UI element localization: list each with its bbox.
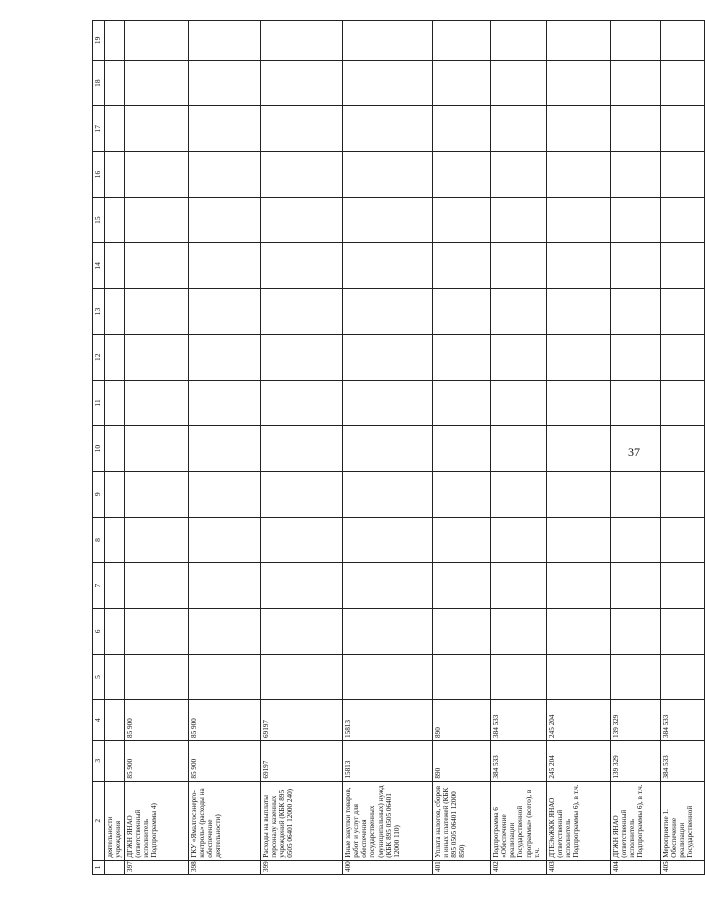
empty-cell	[432, 197, 490, 243]
empty-cell	[260, 289, 342, 335]
row-name-cell: ДГЖН ЯНАО (ответственный исполнитель Подпрограммы 4)	[124, 781, 188, 860]
empty-cell	[610, 380, 660, 426]
row-number-cell: 404	[610, 860, 660, 874]
value-col3-cell: 15813	[342, 740, 432, 781]
row-number-cell: 400	[342, 860, 432, 874]
empty-cell	[432, 60, 490, 106]
value-col3-cell: 85 900	[188, 740, 260, 781]
empty-cell	[260, 243, 342, 289]
empty-cell	[432, 152, 490, 198]
empty-cell	[546, 106, 610, 152]
row-name-cell: Уплата налогов, сборов и иных платежей (КБК 895 0505 06401 12000 850)	[432, 781, 490, 860]
empty-cell	[610, 334, 660, 380]
table-row	[260, 21, 342, 875]
column-header: 11	[93, 380, 105, 426]
column-header: 12	[93, 334, 105, 380]
empty-cell	[546, 563, 610, 609]
empty-cell	[124, 21, 188, 61]
column-header: 5	[93, 654, 105, 700]
table-row	[660, 21, 704, 875]
table-row	[610, 21, 660, 875]
empty-cell	[188, 289, 260, 335]
empty-cell	[610, 609, 660, 655]
row-name-cell: Расходы на выплаты персоналу казенных учреждений (КБК 895 0505 06401 12000 240)	[260, 781, 342, 860]
empty-cell	[490, 563, 546, 609]
column-header: 6	[93, 609, 105, 655]
empty-cell	[342, 517, 432, 563]
empty-cell	[188, 517, 260, 563]
empty-cell	[546, 152, 610, 198]
empty-cell	[490, 654, 546, 700]
empty-cell	[188, 21, 260, 61]
empty-cell	[260, 197, 342, 243]
row-number-cell: 399	[260, 860, 342, 874]
empty-cell	[105, 740, 125, 781]
empty-cell	[490, 334, 546, 380]
empty-cell	[188, 563, 260, 609]
empty-cell	[490, 60, 546, 106]
empty-cell	[432, 654, 490, 700]
empty-cell	[105, 334, 125, 380]
continuation-row	[105, 21, 125, 875]
empty-cell	[188, 152, 260, 198]
empty-cell	[188, 60, 260, 106]
row-number-cell	[105, 860, 125, 874]
empty-cell	[124, 289, 188, 335]
empty-cell	[188, 471, 260, 517]
empty-cell	[610, 563, 660, 609]
empty-cell	[490, 517, 546, 563]
empty-cell	[105, 197, 125, 243]
table-row	[490, 21, 546, 875]
empty-cell	[124, 197, 188, 243]
empty-cell	[124, 471, 188, 517]
empty-cell	[105, 654, 125, 700]
empty-cell	[342, 380, 432, 426]
empty-cell	[610, 243, 660, 289]
budget-table	[92, 20, 705, 875]
table-row	[432, 21, 490, 875]
empty-cell	[124, 106, 188, 152]
empty-cell	[124, 380, 188, 426]
empty-cell	[546, 289, 610, 335]
empty-cell	[432, 609, 490, 655]
row-number-cell: 402	[490, 860, 546, 874]
row-number-cell: 405	[660, 860, 704, 874]
row-name-cell: ДГЖН ЯНАО (ответственный исполнитель Подпрограммы 6), в т.ч.	[610, 781, 660, 860]
empty-cell	[490, 106, 546, 152]
table-row	[342, 21, 432, 875]
empty-cell	[124, 243, 188, 289]
value-col4-cell: 85 900	[188, 700, 260, 741]
value-col4-cell: 890	[432, 700, 490, 741]
empty-cell	[260, 609, 342, 655]
empty-cell	[432, 471, 490, 517]
empty-cell	[660, 380, 704, 426]
column-header: 15	[93, 197, 105, 243]
column-header: 1	[93, 860, 105, 874]
value-col4-cell: 85 900	[124, 700, 188, 741]
row-number-cell: 403	[546, 860, 610, 874]
value-col3-cell: 139 329	[610, 740, 660, 781]
empty-cell	[432, 563, 490, 609]
empty-cell	[490, 380, 546, 426]
empty-cell	[124, 609, 188, 655]
empty-cell	[260, 471, 342, 517]
row-number-cell: 398	[188, 860, 260, 874]
empty-cell	[342, 609, 432, 655]
empty-cell	[124, 60, 188, 106]
value-col4-cell: 69197	[260, 700, 342, 741]
column-header: 16	[93, 152, 105, 198]
empty-cell	[260, 654, 342, 700]
empty-cell	[546, 197, 610, 243]
empty-cell	[105, 563, 125, 609]
empty-cell	[260, 60, 342, 106]
empty-cell	[188, 106, 260, 152]
empty-cell	[610, 60, 660, 106]
empty-cell	[342, 21, 432, 61]
empty-cell	[124, 334, 188, 380]
empty-cell	[432, 21, 490, 61]
column-header: 18	[93, 60, 105, 106]
value-col3-cell: 245 204	[546, 740, 610, 781]
row-name-cell: Подпрограмма 6 «Обеспечение реализации Государственной программы» (всего), в т.ч.	[490, 781, 546, 860]
empty-cell	[660, 197, 704, 243]
empty-cell	[260, 106, 342, 152]
value-col4-cell: 384 533	[490, 700, 546, 741]
empty-cell	[124, 654, 188, 700]
empty-cell	[610, 426, 660, 472]
empty-cell	[546, 60, 610, 106]
empty-cell	[490, 152, 546, 198]
value-col3-cell: 890	[432, 740, 490, 781]
value-col3-cell: 69197	[260, 740, 342, 781]
empty-cell	[660, 471, 704, 517]
empty-cell	[546, 654, 610, 700]
empty-cell	[342, 563, 432, 609]
column-header: 8	[93, 517, 105, 563]
empty-cell	[660, 654, 704, 700]
empty-cell	[188, 609, 260, 655]
page-number: 37	[628, 445, 640, 459]
row-number-cell: 397	[124, 860, 188, 874]
empty-cell	[188, 380, 260, 426]
empty-cell	[105, 700, 125, 741]
value-col3-cell: 85 900	[124, 740, 188, 781]
empty-cell	[610, 21, 660, 61]
continuation-text: деятельности учреждения	[105, 781, 125, 860]
empty-cell	[124, 563, 188, 609]
row-name-cell: ДТЕЭиЖКК ЯНАО (ответственный исполнитель Подпрограммы 6), в т.ч.	[546, 781, 610, 860]
column-header: 17	[93, 106, 105, 152]
empty-cell	[105, 289, 125, 335]
empty-cell	[546, 380, 610, 426]
empty-cell	[546, 471, 610, 517]
empty-cell	[432, 380, 490, 426]
empty-cell	[188, 334, 260, 380]
empty-cell	[546, 609, 610, 655]
empty-cell	[610, 654, 660, 700]
empty-cell	[260, 334, 342, 380]
value-col4-cell: 384 533	[660, 700, 704, 741]
empty-cell	[490, 21, 546, 61]
column-header: 2	[93, 781, 105, 860]
empty-cell	[432, 517, 490, 563]
empty-cell	[610, 106, 660, 152]
empty-cell	[342, 289, 432, 335]
column-header: 3	[93, 740, 105, 781]
empty-cell	[660, 563, 704, 609]
empty-cell	[660, 21, 704, 61]
column-header: 4	[93, 700, 105, 741]
empty-cell	[105, 380, 125, 426]
empty-cell	[342, 106, 432, 152]
table-row	[124, 21, 188, 875]
empty-cell	[105, 106, 125, 152]
empty-cell	[490, 243, 546, 289]
empty-cell	[546, 517, 610, 563]
column-header: 7	[93, 563, 105, 609]
empty-cell	[105, 609, 125, 655]
table-row	[546, 21, 610, 875]
empty-cell	[260, 21, 342, 61]
empty-cell	[260, 426, 342, 472]
empty-cell	[546, 426, 610, 472]
empty-cell	[660, 426, 704, 472]
empty-cell	[342, 471, 432, 517]
empty-cell	[342, 197, 432, 243]
empty-cell	[546, 21, 610, 61]
empty-cell	[124, 152, 188, 198]
empty-cell	[490, 471, 546, 517]
row-name-cell: Мероприятие 1. Обеспечение реализации Государственной	[660, 781, 704, 860]
empty-cell	[660, 243, 704, 289]
column-header: 14	[93, 243, 105, 289]
empty-cell	[188, 654, 260, 700]
empty-cell	[660, 609, 704, 655]
empty-cell	[432, 106, 490, 152]
column-header: 13	[93, 289, 105, 335]
empty-cell	[490, 197, 546, 243]
empty-cell	[105, 471, 125, 517]
empty-cell	[610, 197, 660, 243]
empty-cell	[610, 517, 660, 563]
table-row	[188, 21, 260, 875]
empty-cell	[260, 517, 342, 563]
empty-cell	[260, 380, 342, 426]
empty-cell	[342, 152, 432, 198]
value-col4-cell: 139 329	[610, 700, 660, 741]
empty-cell	[660, 60, 704, 106]
empty-cell	[432, 426, 490, 472]
column-header: 19	[93, 21, 105, 61]
column-header: 10	[93, 426, 105, 472]
empty-cell	[105, 152, 125, 198]
row-name-cell: ГКУ «Ямалгосэнерго-контроль» (расходы на обеспечение деятельности)	[188, 781, 260, 860]
empty-cell	[260, 152, 342, 198]
empty-cell	[490, 426, 546, 472]
empty-cell	[105, 517, 125, 563]
empty-cell	[432, 334, 490, 380]
empty-cell	[342, 60, 432, 106]
empty-cell	[260, 563, 342, 609]
empty-cell	[105, 21, 125, 61]
empty-cell	[105, 243, 125, 289]
empty-cell	[610, 289, 660, 335]
value-col3-cell: 384 533	[660, 740, 704, 781]
empty-cell	[660, 517, 704, 563]
empty-cell	[490, 609, 546, 655]
column-header: 9	[93, 471, 105, 517]
empty-cell	[660, 106, 704, 152]
empty-cell	[610, 471, 660, 517]
empty-cell	[188, 243, 260, 289]
empty-cell	[660, 152, 704, 198]
value-col3-cell: 384 533	[490, 740, 546, 781]
empty-cell	[546, 334, 610, 380]
empty-cell	[124, 517, 188, 563]
empty-cell	[342, 654, 432, 700]
empty-cell	[124, 426, 188, 472]
row-name-cell: Иные закупки товаров, работ и услуг для обеспечения государственных (муниципальных) нужд (КБК 895 0505 06401 12000 110)	[342, 781, 432, 860]
empty-cell	[105, 426, 125, 472]
empty-cell	[660, 334, 704, 380]
row-number-cell: 401	[432, 860, 490, 874]
empty-cell	[188, 197, 260, 243]
empty-cell	[610, 152, 660, 198]
empty-cell	[490, 289, 546, 335]
empty-cell	[660, 289, 704, 335]
header-row	[93, 21, 105, 875]
empty-cell	[105, 60, 125, 106]
empty-cell	[342, 334, 432, 380]
value-col4-cell: 245 204	[546, 700, 610, 741]
empty-cell	[432, 243, 490, 289]
value-col4-cell: 15813	[342, 700, 432, 741]
empty-cell	[546, 243, 610, 289]
empty-cell	[342, 426, 432, 472]
empty-cell	[432, 289, 490, 335]
empty-cell	[342, 243, 432, 289]
empty-cell	[188, 426, 260, 472]
